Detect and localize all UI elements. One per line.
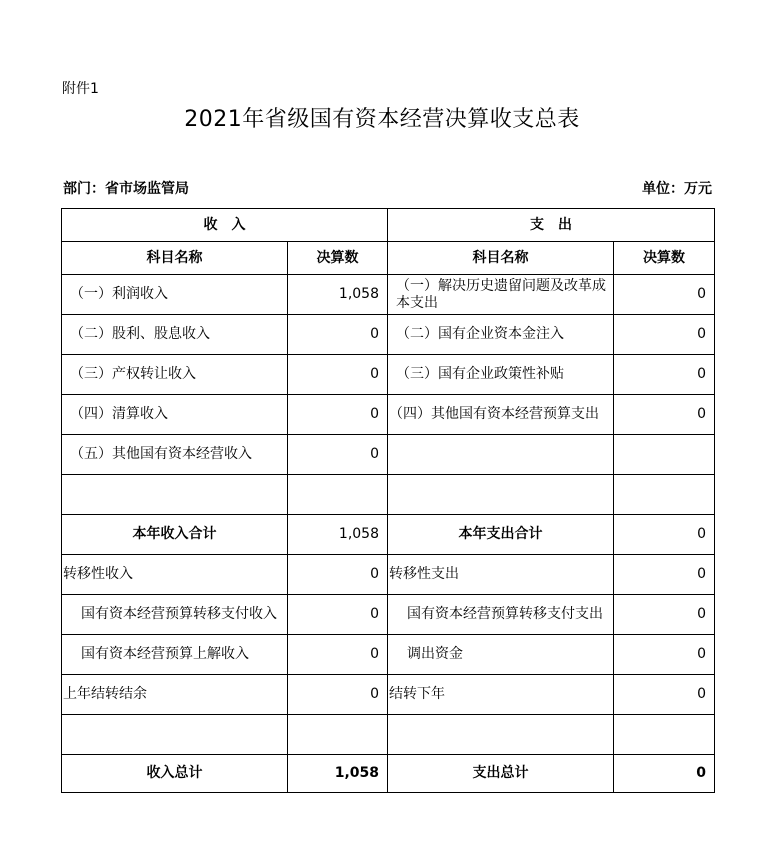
- expense-total-label: 本年支出合计: [388, 515, 614, 555]
- department-label: 部门：省市场监管局: [63, 181, 189, 197]
- attachment-label: 附件1: [62, 81, 99, 97]
- expense-value-cell: 0: [614, 315, 715, 355]
- table-row: [62, 355, 715, 395]
- income-value-cell: 0: [288, 315, 388, 355]
- expense-amount-header: 决算数: [614, 242, 715, 275]
- table-row: [62, 435, 715, 475]
- expense-name-cell: 结转下年: [388, 675, 614, 715]
- income-value-cell: 0: [288, 555, 388, 595]
- income-name-cell: 国有资本经营预算上解收入: [62, 635, 288, 675]
- expense-name-cell: 转移性支出: [388, 555, 614, 595]
- empty-row: [62, 715, 715, 755]
- income-name-cell: 国有资本经营预算转移支付收入: [62, 595, 288, 635]
- income-name-cell: （三）产权转让收入: [62, 355, 288, 395]
- year-total-row: [62, 515, 715, 555]
- table-row: [62, 675, 715, 715]
- column-header-row: [62, 242, 715, 275]
- expense-name-cell: （三）国有企业政策性补贴: [388, 355, 614, 395]
- grand-expense-value: 0: [614, 755, 715, 793]
- income-total-label: 本年收入合计: [62, 515, 288, 555]
- table-row: [62, 635, 715, 675]
- grand-income-label: 收入总计: [62, 755, 288, 793]
- income-name-cell: 上年结转结余: [62, 675, 288, 715]
- income-total-value: 1,058: [288, 515, 388, 555]
- income-name-cell: （五）其他国有资本经营收入: [62, 435, 288, 475]
- expense-value-cell: 0: [614, 395, 715, 435]
- income-value-cell: 0: [288, 395, 388, 435]
- income-value-cell: 0: [288, 435, 388, 475]
- expense-value-cell: 0: [614, 635, 715, 675]
- table-row: [62, 315, 715, 355]
- budget-table: [61, 208, 715, 793]
- page-title: 2021年省级国有资本经营决算收支总表: [184, 107, 580, 132]
- income-value-cell: 1,058: [288, 275, 388, 315]
- expense-value-cell: 0: [614, 675, 715, 715]
- income-value-cell: 0: [288, 355, 388, 395]
- expense-value-cell: 0: [614, 555, 715, 595]
- table-row: [62, 595, 715, 635]
- expense-name-cell: （一）解决历史遗留问题及改革成本支出: [388, 275, 614, 315]
- grand-expense-label: 支出总计: [388, 755, 614, 793]
- expense-value-cell: 0: [614, 355, 715, 395]
- table-row: [62, 555, 715, 595]
- income-name-cell: 转移性收入: [62, 555, 288, 595]
- income-value-cell: 0: [288, 595, 388, 635]
- empty-row: [62, 475, 715, 515]
- income-amount-header: 决算数: [288, 242, 388, 275]
- income-name-cell: （一）利润收入: [62, 275, 288, 315]
- expense-value-cell: 0: [614, 595, 715, 635]
- income-name-header: 科目名称: [62, 242, 288, 275]
- expense-name-cell: （二）国有企业资本金注入: [388, 315, 614, 355]
- grand-total-row: [62, 755, 715, 793]
- income-value-cell: 0: [288, 635, 388, 675]
- table-row: [62, 395, 715, 435]
- expense-value-cell: 0: [614, 275, 715, 315]
- table-row: [62, 275, 715, 315]
- income-value-cell: 0: [288, 675, 388, 715]
- grand-income-value: 1,058: [288, 755, 388, 793]
- expense-name-header: 科目名称: [388, 242, 614, 275]
- unit-label: 单位：万元: [642, 181, 712, 197]
- expense-header: 支 出: [388, 209, 715, 242]
- expense-name-cell: 国有资本经营预算转移支付支出: [388, 595, 614, 635]
- income-name-cell: （二）股利、股息收入: [62, 315, 288, 355]
- income-name-cell: （四）清算收入: [62, 395, 288, 435]
- section-header-row: [62, 209, 715, 242]
- expense-name-cell: （四）其他国有资本经营预算支出: [388, 395, 614, 435]
- expense-name-cell: 调出资金: [388, 635, 614, 675]
- expense-name-cell: [388, 435, 614, 475]
- expense-total-value: 0: [614, 515, 715, 555]
- expense-value-cell: [614, 435, 715, 475]
- income-header: 收 入: [62, 209, 388, 242]
